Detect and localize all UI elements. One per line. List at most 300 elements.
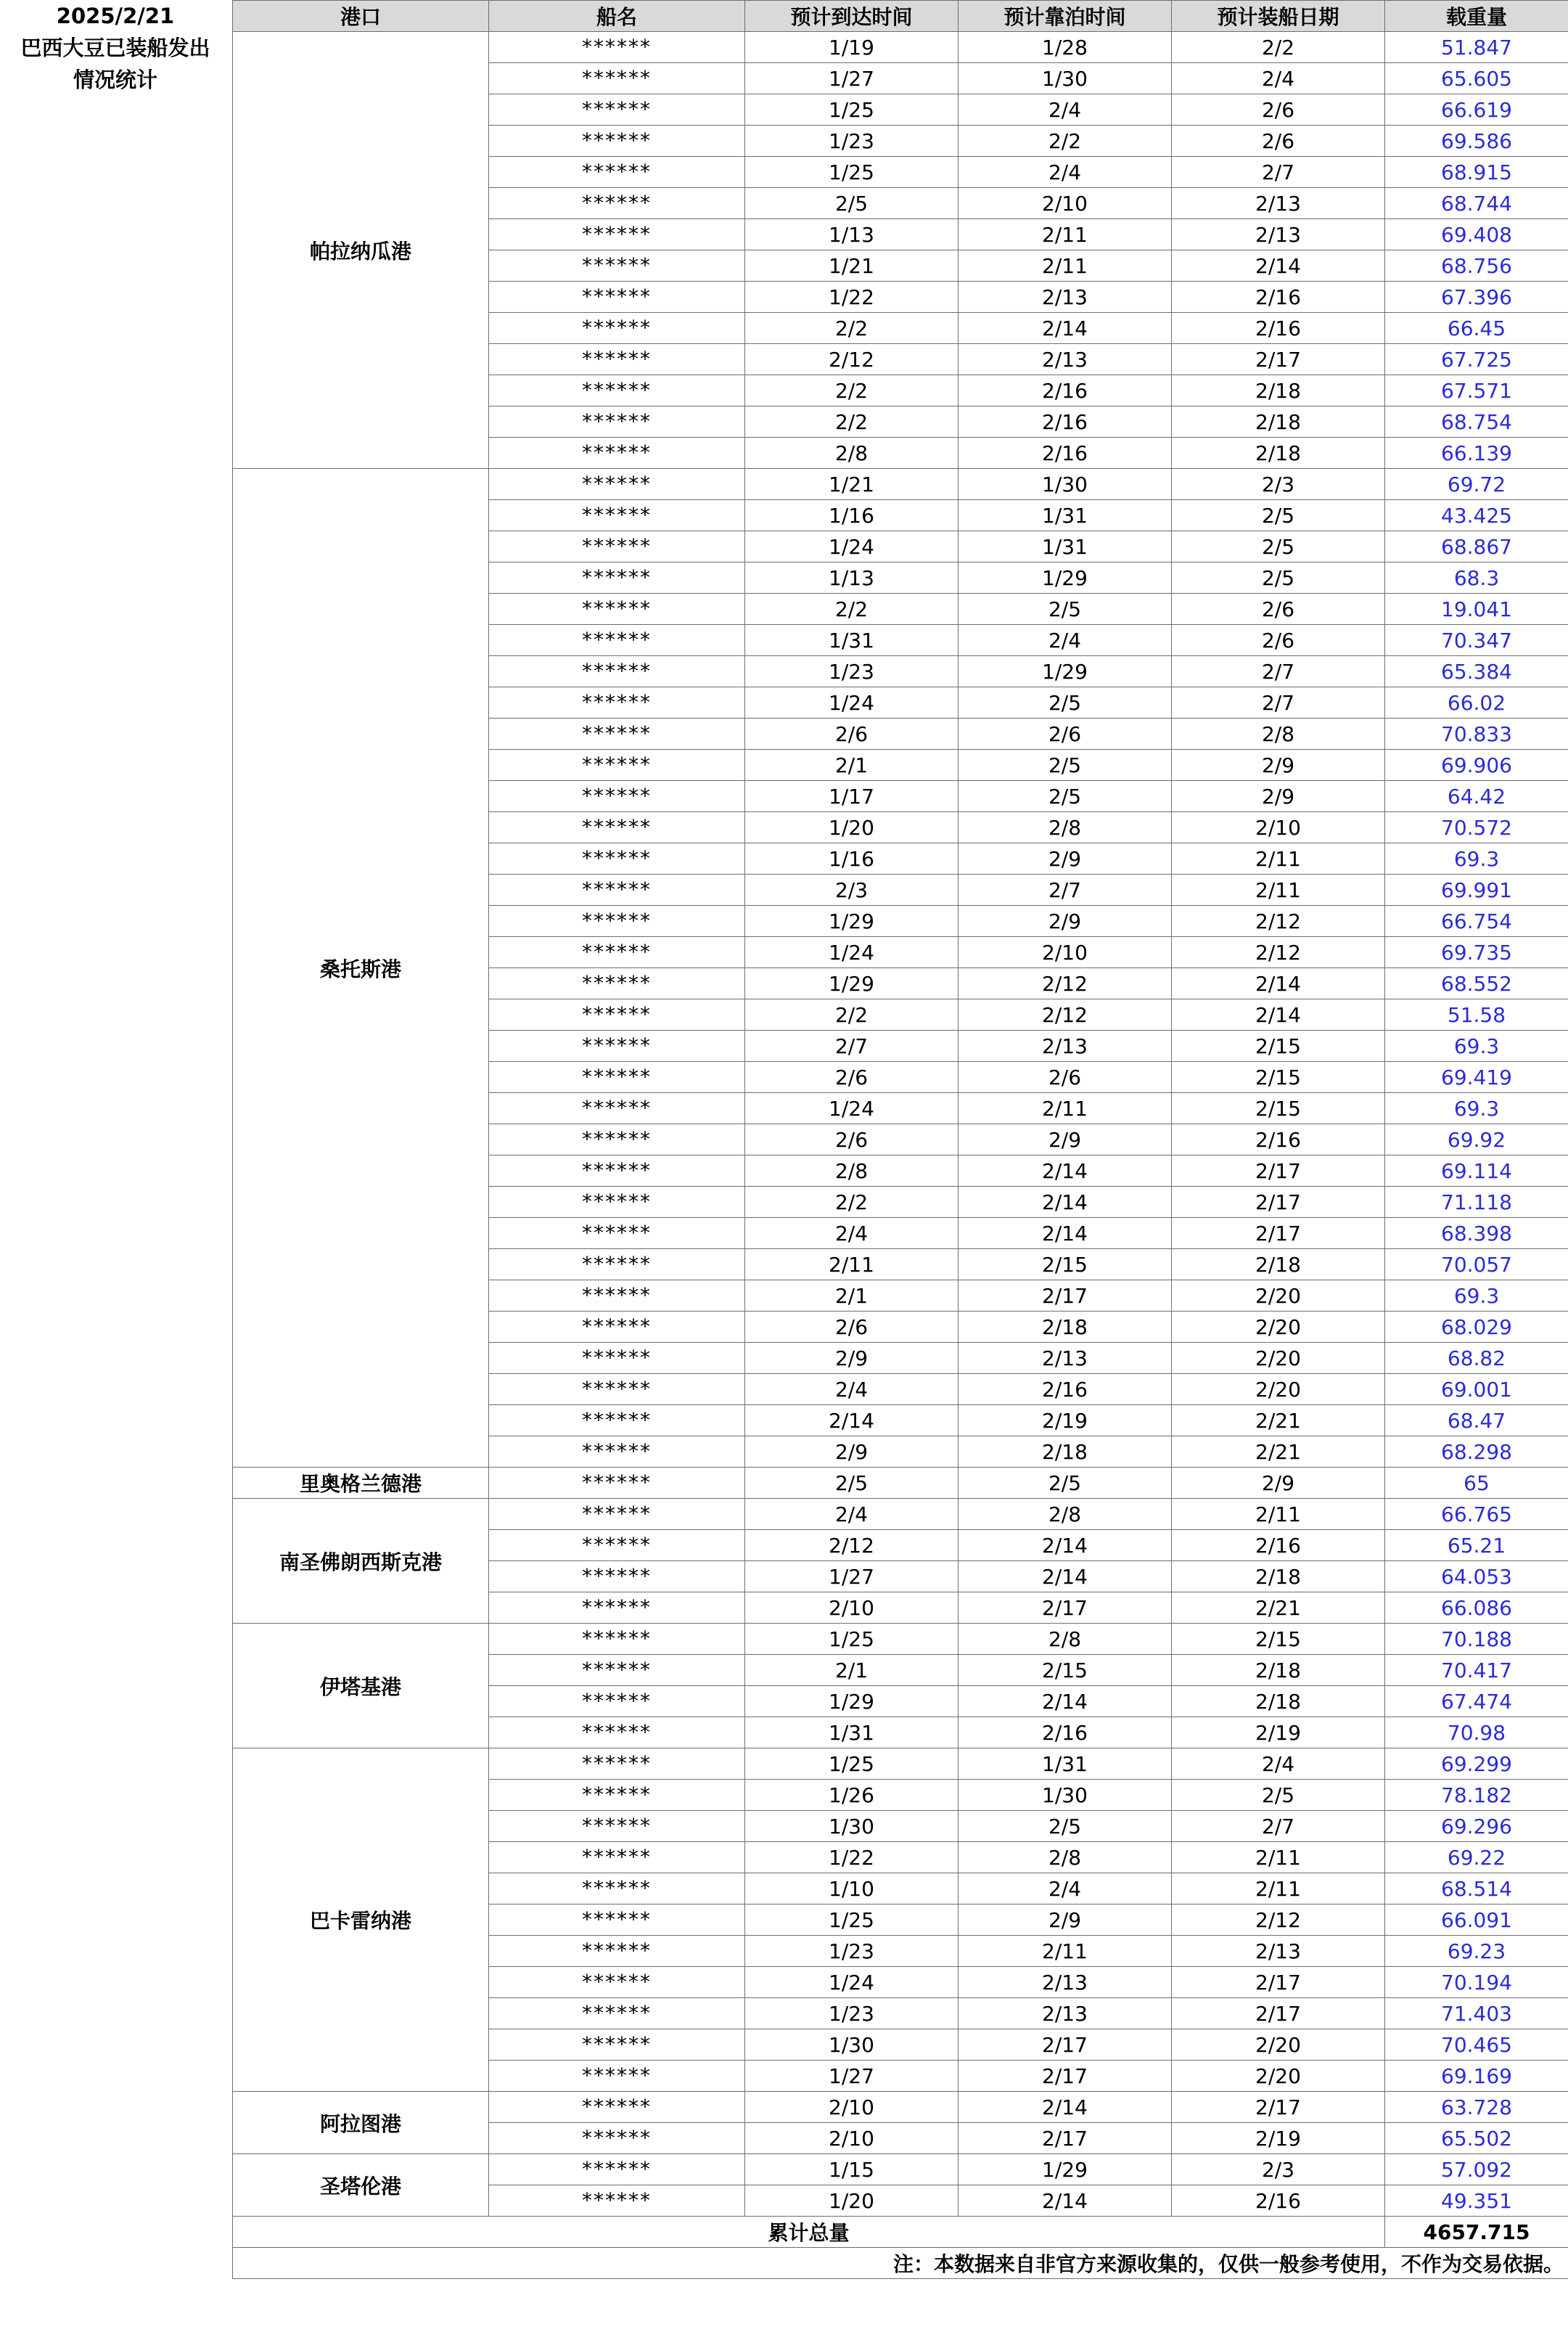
berth-cell: 2/9 <box>959 906 1172 937</box>
report-title-line1: 巴西大豆已装船发出 <box>20 36 210 60</box>
loading-date-cell: 2/15 <box>1172 1093 1385 1124</box>
weight-cell: 66.754 <box>1385 906 1568 937</box>
col-header-loading: 预计装船日期 <box>1172 1 1385 32</box>
weight-cell: 51.847 <box>1385 32 1568 63</box>
loading-date-cell: 2/7 <box>1172 687 1385 719</box>
table-row <box>233 1468 1568 1499</box>
loading-date-cell: 2/20 <box>1172 1280 1385 1312</box>
col-header-ship: 船名 <box>489 1 745 32</box>
weight-cell: 68.867 <box>1385 531 1568 562</box>
ship-name-cell: ****** <box>489 344 745 375</box>
eta-cell: 1/15 <box>745 2154 959 2185</box>
berth-cell: 2/15 <box>959 1249 1172 1280</box>
loading-date-cell: 2/9 <box>1172 781 1385 812</box>
ship-name-cell: ****** <box>489 438 745 469</box>
weight-cell: 70.572 <box>1385 812 1568 843</box>
total-value: 4657.715 <box>1385 2217 1568 2248</box>
weight-cell: 64.053 <box>1385 1561 1568 1592</box>
ship-name-cell: ****** <box>489 1343 745 1374</box>
loading-date-cell: 2/5 <box>1172 1780 1385 1811</box>
berth-cell: 2/12 <box>959 968 1172 999</box>
weight-cell: 69.296 <box>1385 1811 1568 1842</box>
ship-name-cell: ****** <box>489 1686 745 1717</box>
ship-name-cell: ****** <box>489 188 745 219</box>
ship-name-cell: ****** <box>489 2154 745 2185</box>
loading-date-cell: 2/3 <box>1172 469 1385 500</box>
berth-cell: 2/17 <box>959 1280 1172 1312</box>
ship-name-cell: ****** <box>489 2029 745 2061</box>
eta-cell: 1/30 <box>745 2029 959 2061</box>
eta-cell: 1/16 <box>745 843 959 875</box>
eta-cell: 2/9 <box>745 1436 959 1468</box>
weight-cell: 43.425 <box>1385 500 1568 531</box>
berth-cell: 2/13 <box>959 282 1172 313</box>
eta-cell: 1/27 <box>745 1561 959 1592</box>
ship-name-cell: ****** <box>489 406 745 438</box>
berth-cell: 2/6 <box>959 1062 1172 1093</box>
eta-cell: 1/30 <box>745 1811 959 1842</box>
berth-cell: 1/28 <box>959 32 1172 63</box>
loading-date-cell: 2/5 <box>1172 531 1385 562</box>
loading-date-cell: 2/12 <box>1172 1905 1385 1936</box>
ship-name-cell: ****** <box>489 1062 745 1093</box>
berth-cell: 2/11 <box>959 1093 1172 1124</box>
ship-name-cell: ****** <box>489 1093 745 1124</box>
weight-cell: 69.92 <box>1385 1124 1568 1155</box>
berth-cell: 2/14 <box>959 1187 1172 1218</box>
eta-cell: 1/25 <box>745 1624 959 1655</box>
ship-name-cell: ****** <box>489 1312 745 1343</box>
eta-cell: 1/25 <box>745 94 959 126</box>
weight-cell: 69.169 <box>1385 2061 1568 2092</box>
ship-name-cell: ****** <box>489 63 745 94</box>
berth-cell: 2/15 <box>959 1655 1172 1686</box>
eta-cell: 2/4 <box>745 1374 959 1405</box>
weight-cell: 69.735 <box>1385 937 1568 968</box>
loading-date-cell: 2/11 <box>1172 1499 1385 1530</box>
weight-cell: 66.086 <box>1385 1592 1568 1624</box>
weight-cell: 19.041 <box>1385 594 1568 625</box>
ship-name-cell: ****** <box>489 750 745 781</box>
weight-cell: 71.118 <box>1385 1187 1568 1218</box>
ship-name-cell: ****** <box>489 656 745 687</box>
eta-cell: 1/29 <box>745 968 959 999</box>
berth-cell: 2/13 <box>959 1031 1172 1062</box>
ship-name-cell: ****** <box>489 1998 745 2029</box>
berth-cell: 2/13 <box>959 1967 1172 1998</box>
table-body <box>233 32 1568 2217</box>
loading-date-cell: 2/7 <box>1172 1811 1385 1842</box>
ship-name-cell: ****** <box>489 1780 745 1811</box>
weight-cell: 65 <box>1385 1468 1568 1499</box>
eta-cell: 2/12 <box>745 344 959 375</box>
weight-cell: 66.765 <box>1385 1499 1568 1530</box>
ship-name-cell: ****** <box>489 531 745 562</box>
eta-cell: 1/29 <box>745 1686 959 1717</box>
loading-date-cell: 2/20 <box>1172 1312 1385 1343</box>
eta-cell: 2/8 <box>745 1155 959 1187</box>
eta-cell: 2/2 <box>745 313 959 344</box>
loading-date-cell: 2/12 <box>1172 937 1385 968</box>
shipment-table <box>232 0 1568 2279</box>
loading-date-cell: 2/10 <box>1172 812 1385 843</box>
loading-date-cell: 2/15 <box>1172 1624 1385 1655</box>
berth-cell: 2/4 <box>959 625 1172 656</box>
weight-cell: 68.756 <box>1385 250 1568 282</box>
loading-date-cell: 2/6 <box>1172 594 1385 625</box>
weight-cell: 68.298 <box>1385 1436 1568 1468</box>
loading-date-cell: 2/7 <box>1172 157 1385 188</box>
loading-date-cell: 2/7 <box>1172 656 1385 687</box>
eta-cell: 2/14 <box>745 1405 959 1436</box>
weight-cell: 69.991 <box>1385 875 1568 906</box>
eta-cell: 2/2 <box>745 406 959 438</box>
weight-cell: 70.194 <box>1385 1967 1568 1998</box>
berth-cell: 2/14 <box>959 1155 1172 1187</box>
weight-cell: 70.057 <box>1385 1249 1568 1280</box>
ship-name-cell: ****** <box>489 1873 745 1905</box>
eta-cell: 2/3 <box>745 875 959 906</box>
loading-date-cell: 2/20 <box>1172 1374 1385 1405</box>
ship-name-cell: ****** <box>489 1936 745 1967</box>
eta-cell: 2/2 <box>745 1187 959 1218</box>
weight-cell: 70.98 <box>1385 1717 1568 1748</box>
berth-cell: 2/4 <box>959 157 1172 188</box>
ship-name-cell: ****** <box>489 1748 745 1780</box>
eta-cell: 1/25 <box>745 157 959 188</box>
weight-cell: 65.502 <box>1385 2123 1568 2154</box>
eta-cell: 1/25 <box>745 1905 959 1936</box>
loading-date-cell: 2/11 <box>1172 1873 1385 1905</box>
eta-cell: 2/11 <box>745 1249 959 1280</box>
weight-cell: 68.744 <box>1385 188 1568 219</box>
loading-date-cell: 2/14 <box>1172 999 1385 1031</box>
ship-name-cell: ****** <box>489 1905 745 1936</box>
eta-cell: 1/22 <box>745 1842 959 1873</box>
eta-cell: 2/5 <box>745 188 959 219</box>
col-header-eta: 预计到达时间 <box>745 1 959 32</box>
weight-cell: 70.188 <box>1385 1624 1568 1655</box>
eta-cell: 1/23 <box>745 126 959 157</box>
berth-cell: 2/9 <box>959 843 1172 875</box>
ship-name-cell: ****** <box>489 1031 745 1062</box>
eta-cell: 2/7 <box>745 1031 959 1062</box>
weight-cell: 67.725 <box>1385 344 1568 375</box>
loading-date-cell: 2/11 <box>1172 843 1385 875</box>
berth-cell: 1/31 <box>959 500 1172 531</box>
weight-cell: 64.42 <box>1385 781 1568 812</box>
ship-name-cell: ****** <box>489 594 745 625</box>
port-cell: 圣塔伦港 <box>233 2154 489 2217</box>
eta-cell: 1/24 <box>745 937 959 968</box>
loading-date-cell: 2/6 <box>1172 94 1385 126</box>
ship-name-cell: ****** <box>489 1218 745 1249</box>
weight-cell: 70.833 <box>1385 719 1568 750</box>
berth-cell: 2/16 <box>959 1374 1172 1405</box>
ship-name-cell: ****** <box>489 2061 745 2092</box>
berth-cell: 1/29 <box>959 562 1172 594</box>
ship-name-cell: ****** <box>489 250 745 282</box>
weight-cell: 65.605 <box>1385 63 1568 94</box>
weight-cell: 70.465 <box>1385 2029 1568 2061</box>
loading-date-cell: 2/3 <box>1172 2154 1385 2185</box>
eta-cell: 1/13 <box>745 219 959 250</box>
eta-cell: 2/6 <box>745 1312 959 1343</box>
berth-cell: 2/16 <box>959 1717 1172 1748</box>
weight-cell: 70.417 <box>1385 1655 1568 1686</box>
ship-name-cell: ****** <box>489 1124 745 1155</box>
weight-cell: 69.419 <box>1385 1062 1568 1093</box>
weight-cell: 69.906 <box>1385 750 1568 781</box>
berth-cell: 2/5 <box>959 781 1172 812</box>
ship-name-cell: ****** <box>489 937 745 968</box>
berth-cell: 2/5 <box>959 1468 1172 1499</box>
eta-cell: 1/13 <box>745 562 959 594</box>
weight-cell: 71.403 <box>1385 1998 1568 2029</box>
eta-cell: 1/23 <box>745 1936 959 1967</box>
berth-cell: 1/30 <box>959 1780 1172 1811</box>
ship-name-cell: ****** <box>489 2123 745 2154</box>
ship-name-cell: ****** <box>489 2185 745 2217</box>
ship-name-cell: ****** <box>489 1374 745 1405</box>
berth-cell: 2/5 <box>959 1811 1172 1842</box>
weight-cell: 68.552 <box>1385 968 1568 999</box>
loading-date-cell: 2/16 <box>1172 1530 1385 1561</box>
weight-cell: 69.23 <box>1385 1936 1568 1967</box>
loading-date-cell: 2/16 <box>1172 313 1385 344</box>
weight-cell: 69.3 <box>1385 843 1568 875</box>
weight-cell: 67.571 <box>1385 375 1568 406</box>
eta-cell: 2/9 <box>745 1343 959 1374</box>
loading-date-cell: 2/21 <box>1172 1436 1385 1468</box>
loading-date-cell: 2/13 <box>1172 219 1385 250</box>
berth-cell: 2/7 <box>959 875 1172 906</box>
weight-cell: 66.45 <box>1385 313 1568 344</box>
eta-cell: 1/24 <box>745 1967 959 1998</box>
berth-cell: 2/10 <box>959 188 1172 219</box>
ship-name-cell: ****** <box>489 1436 745 1468</box>
berth-cell: 2/16 <box>959 375 1172 406</box>
ship-name-cell: ****** <box>489 875 745 906</box>
eta-cell: 1/24 <box>745 687 959 719</box>
port-cell: 南圣佛朗西斯克港 <box>233 1499 489 1624</box>
report-title-line2: 情况统计 <box>73 67 157 92</box>
loading-date-cell: 2/16 <box>1172 1124 1385 1155</box>
loading-date-cell: 2/17 <box>1172 1967 1385 1998</box>
berth-cell: 2/18 <box>959 1436 1172 1468</box>
berth-cell: 2/9 <box>959 1905 1172 1936</box>
loading-date-cell: 2/17 <box>1172 1187 1385 1218</box>
ship-name-cell: ****** <box>489 1624 745 1655</box>
weight-cell: 67.396 <box>1385 282 1568 313</box>
eta-cell: 2/2 <box>745 375 959 406</box>
ship-name-cell: ****** <box>489 1155 745 1187</box>
loading-date-cell: 2/18 <box>1172 1249 1385 1280</box>
berth-cell: 1/29 <box>959 656 1172 687</box>
loading-date-cell: 2/16 <box>1172 2185 1385 2217</box>
berth-cell: 2/13 <box>959 344 1172 375</box>
berth-cell: 1/31 <box>959 1748 1172 1780</box>
weight-cell: 66.139 <box>1385 438 1568 469</box>
eta-cell: 2/10 <box>745 2123 959 2154</box>
loading-date-cell: 2/5 <box>1172 500 1385 531</box>
loading-date-cell: 2/12 <box>1172 906 1385 937</box>
eta-cell: 1/27 <box>745 63 959 94</box>
berth-cell: 2/14 <box>959 2185 1172 2217</box>
loading-date-cell: 2/4 <box>1172 1748 1385 1780</box>
table-row <box>233 469 1568 500</box>
berth-cell: 2/14 <box>959 1561 1172 1592</box>
ship-name-cell: ****** <box>489 562 745 594</box>
eta-cell: 1/25 <box>745 1748 959 1780</box>
weight-cell: 63.728 <box>1385 2092 1568 2123</box>
weight-cell: 68.47 <box>1385 1405 1568 1436</box>
loading-date-cell: 2/2 <box>1172 32 1385 63</box>
ship-name-cell: ****** <box>489 1811 745 1842</box>
weight-cell: 57.092 <box>1385 2154 1568 2185</box>
berth-cell: 2/5 <box>959 687 1172 719</box>
ship-name-cell: ****** <box>489 906 745 937</box>
eta-cell: 1/19 <box>745 32 959 63</box>
berth-cell: 1/30 <box>959 63 1172 94</box>
ship-name-cell: ****** <box>489 313 745 344</box>
berth-cell: 2/11 <box>959 1936 1172 1967</box>
ship-name-cell: ****** <box>489 1842 745 1873</box>
total-label: 累计总量 <box>233 2217 1385 2248</box>
weight-cell: 70.347 <box>1385 625 1568 656</box>
berth-cell: 1/30 <box>959 469 1172 500</box>
loading-date-cell: 2/13 <box>1172 1936 1385 1967</box>
berth-cell: 2/4 <box>959 1873 1172 1905</box>
port-cell: 桑托斯港 <box>233 469 489 1468</box>
weight-cell: 66.02 <box>1385 687 1568 719</box>
weight-cell: 69.72 <box>1385 469 1568 500</box>
port-cell: 帕拉纳瓜港 <box>233 32 489 469</box>
weight-cell: 69.3 <box>1385 1093 1568 1124</box>
ship-name-cell: ****** <box>489 1280 745 1312</box>
eta-cell: 2/2 <box>745 594 959 625</box>
header-row <box>233 1 1568 32</box>
eta-cell: 2/4 <box>745 1499 959 1530</box>
berth-cell: 2/17 <box>959 1592 1172 1624</box>
eta-cell: 2/1 <box>745 1280 959 1312</box>
loading-date-cell: 2/14 <box>1172 250 1385 282</box>
loading-date-cell: 2/17 <box>1172 2092 1385 2123</box>
loading-date-cell: 2/8 <box>1172 719 1385 750</box>
port-cell: 阿拉图港 <box>233 2092 489 2154</box>
ship-name-cell: ****** <box>489 219 745 250</box>
ship-name-cell: ****** <box>489 1499 745 1530</box>
eta-cell: 1/17 <box>745 781 959 812</box>
loading-date-cell: 2/20 <box>1172 2029 1385 2061</box>
berth-cell: 2/17 <box>959 2029 1172 2061</box>
weight-cell: 66.091 <box>1385 1905 1568 1936</box>
ship-name-cell: ****** <box>489 126 745 157</box>
berth-cell: 2/6 <box>959 719 1172 750</box>
loading-date-cell: 2/18 <box>1172 1686 1385 1717</box>
loading-date-cell: 2/19 <box>1172 1717 1385 1748</box>
report-date: 2025/2/21 <box>56 4 175 28</box>
eta-cell: 1/16 <box>745 500 959 531</box>
eta-cell: 2/1 <box>745 750 959 781</box>
ship-name-cell: ****** <box>489 1592 745 1624</box>
loading-date-cell: 2/16 <box>1172 282 1385 313</box>
berth-cell: 2/14 <box>959 1686 1172 1717</box>
loading-date-cell: 2/18 <box>1172 1655 1385 1686</box>
weight-cell: 78.182 <box>1385 1780 1568 1811</box>
eta-cell: 1/31 <box>745 1717 959 1748</box>
ship-name-cell: ****** <box>489 469 745 500</box>
sheet-title <box>0 0 231 102</box>
berth-cell: 1/31 <box>959 531 1172 562</box>
berth-cell: 2/4 <box>959 94 1172 126</box>
ship-name-cell: ****** <box>489 2092 745 2123</box>
eta-cell: 1/23 <box>745 1998 959 2029</box>
ship-name-cell: ****** <box>489 1530 745 1561</box>
loading-date-cell: 2/11 <box>1172 1842 1385 1873</box>
eta-cell: 2/6 <box>745 1062 959 1093</box>
eta-cell: 2/1 <box>745 1655 959 1686</box>
eta-cell: 1/27 <box>745 2061 959 2092</box>
eta-cell: 1/23 <box>745 656 959 687</box>
berth-cell: 1/29 <box>959 2154 1172 2185</box>
weight-cell: 68.514 <box>1385 1873 1568 1905</box>
weight-cell: 67.474 <box>1385 1686 1568 1717</box>
table-row <box>233 2092 1568 2123</box>
berth-cell: 2/18 <box>959 1312 1172 1343</box>
berth-cell: 2/16 <box>959 406 1172 438</box>
loading-date-cell: 2/18 <box>1172 406 1385 438</box>
weight-cell: 68.029 <box>1385 1312 1568 1343</box>
eta-cell: 1/31 <box>745 625 959 656</box>
table-row <box>233 1499 1568 1530</box>
weight-cell: 69.586 <box>1385 126 1568 157</box>
ship-name-cell: ****** <box>489 1187 745 1218</box>
loading-date-cell: 2/4 <box>1172 63 1385 94</box>
weight-cell: 68.398 <box>1385 1218 1568 1249</box>
loading-date-cell: 2/17 <box>1172 1218 1385 1249</box>
berth-cell: 2/16 <box>959 438 1172 469</box>
berth-cell: 2/19 <box>959 1405 1172 1436</box>
loading-date-cell: 2/18 <box>1172 375 1385 406</box>
col-header-port: 港口 <box>233 1 489 32</box>
loading-date-cell: 2/18 <box>1172 438 1385 469</box>
total-row <box>233 2217 1568 2248</box>
ship-name-cell: ****** <box>489 94 745 126</box>
eta-cell: 1/29 <box>745 906 959 937</box>
weight-cell: 69.001 <box>1385 1374 1568 1405</box>
berth-cell: 2/17 <box>959 2061 1172 2092</box>
berth-cell: 2/8 <box>959 1499 1172 1530</box>
loading-date-cell: 2/20 <box>1172 1343 1385 1374</box>
eta-cell: 1/20 <box>745 812 959 843</box>
table-row <box>233 1624 1568 1655</box>
berth-cell: 2/14 <box>959 2092 1172 2123</box>
ship-name-cell: ****** <box>489 32 745 63</box>
loading-date-cell: 2/13 <box>1172 188 1385 219</box>
berth-cell: 2/8 <box>959 1842 1172 1873</box>
berth-cell: 2/13 <box>959 1998 1172 2029</box>
weight-cell: 69.408 <box>1385 219 1568 250</box>
weight-cell: 68.3 <box>1385 562 1568 594</box>
loading-date-cell: 2/11 <box>1172 875 1385 906</box>
eta-cell: 2/6 <box>745 719 959 750</box>
weight-cell: 66.619 <box>1385 94 1568 126</box>
berth-cell: 2/11 <box>959 219 1172 250</box>
ship-name-cell: ****** <box>489 500 745 531</box>
disclaimer-note: 注：本数据来自非官方来源收集的，仅供一般参考使用，不作为交易依据。 <box>233 2248 1568 2279</box>
berth-cell: 2/9 <box>959 1124 1172 1155</box>
